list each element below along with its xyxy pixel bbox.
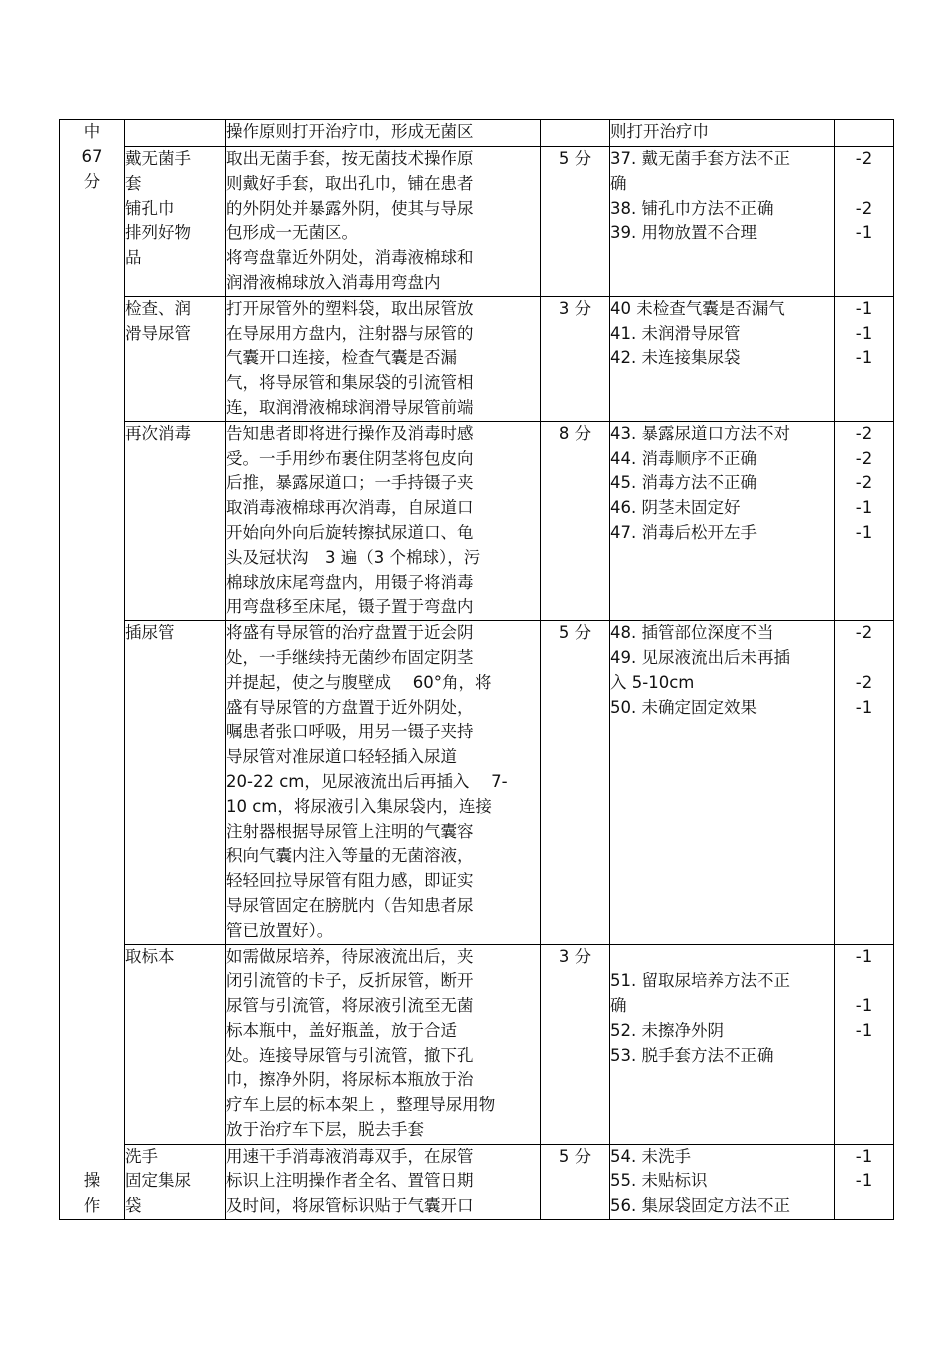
step-cell (125, 944, 226, 1144)
table-row (60, 296, 894, 421)
score-cell: 5 分 (541, 147, 610, 297)
procedure-cell: 告知患者即将进行操作及消毒时感 受。一手用纱布裹住阴茎将包皮向 后推，暴露尿道口；一手持镊子夹 取消毒液棉球再次消毒，自尿道口 开始向外向后旋转擦拭尿道口、龟 头及冠状沟 3 遍（3 个棉球），污 棉球放床尾弯盘内，用镊子将消毒 用弯盘移至床尾，镊子置于弯盘内 (226, 421, 541, 620)
step-label: 插尿管 (125, 623, 175, 643)
deduction-cell: 54. 未洗手 55. 未贴标识 56. 集尿袋固定方法不正 (610, 1144, 835, 1219)
step-cell (125, 1144, 226, 1219)
deduction-cell: 48. 插管部位深度不当 49. 见尿液流出后未再插 入 5-10cm 50. 未确定固定效果 (610, 621, 835, 944)
table-row (60, 120, 894, 147)
table-row (60, 421, 894, 620)
points-cell: -1 -1 (835, 1144, 894, 1219)
section-label-top: 中 67 分 (81, 122, 103, 191)
deduction-cell: 37. 戴无菌手套方法不正 确 38. 铺孔巾方法不正确 39. 用物放置不合理 (610, 147, 835, 297)
points-cell: -1 -1 -1 (835, 944, 894, 1144)
score-cell (541, 120, 610, 147)
step-label: 戴无菌手 套 铺孔巾 排列好物 品 (125, 149, 191, 268)
step-cell (125, 421, 226, 620)
points-cell: -1 -1 -1 (835, 296, 894, 421)
step-label: 检查、润 滑导尿管 (125, 298, 191, 343)
procedure-cell: 如需做尿培养，待尿液流出后，夹 闭引流管的卡子，反折尿管，断开 尿管与引流管，将尿液引流至无菌 标本瓶中，盖好瓶盖，放于合适 处。连接导尿管与引流管，撤下孔 巾，擦净外阴，将尿标本瓶放于治 疗车上层的标本架上 ，整理导尿用物 放于治疗车下层，脱去手套 (226, 944, 541, 1144)
points-cell (835, 120, 894, 147)
points-cell: -2 -2 -2 -1 -1 (835, 421, 894, 620)
table-row (60, 1144, 894, 1219)
step-cell (125, 120, 226, 147)
section-label-bottom: 操 作 (83, 1171, 101, 1216)
deduction-cell: 40 未检查气囊是否漏气 41. 未润滑导尿管 42. 未连接集尿袋 (610, 296, 835, 421)
score-cell: 8 分 (541, 421, 610, 620)
table-row (60, 147, 894, 297)
step-cell (125, 296, 226, 421)
section-cell (60, 120, 125, 1220)
step-label: 取标本 (125, 946, 175, 966)
points-cell: -2 -2 -1 (835, 621, 894, 944)
score-cell: 5 分 (541, 1144, 610, 1219)
procedure-cell: 操作原则打开治疗巾，形成无菌区 (226, 120, 541, 147)
table-row (60, 944, 894, 1144)
step-label: 洗手 固定集尿 袋 (125, 1146, 191, 1216)
deduction-cell: 则打开治疗巾 (610, 120, 835, 147)
deduction-cell: 43. 暴露尿道口方法不对 44. 消毒顺序不正确 45. 消毒方法不正确 46. 阴茎未固定好 47. 消毒后松开左手 (610, 421, 835, 620)
procedure-cell: 将盛有导尿管的治疗盘置于近会阴 处，一手继续持无菌纱布固定阴茎 并提起，使之与腹壁成 60°角，将 盛有导尿管的方盘置于近外阴处， 嘱患者张口呼吸，用另一镊子夹持 导尿管对准尿道口轻轻插入尿道 20-22 cm，见尿液流出后再插入 7- 10 cm，将尿液引入集尿袋内，连接 注射器根据导尿管上注明的气囊容 积向气囊内注入等量的无菌溶液， 轻轻回拉导尿管有阻力感，即证实 导尿管固定在膀胱内（告知患者尿 管已放置好）。 (226, 621, 541, 944)
table-row (60, 621, 894, 944)
deduction-cell: 51. 留取尿培养方法不正 确 52. 未擦净外阴 53. 脱手套方法不正确 (610, 944, 835, 1144)
step-cell (125, 147, 226, 297)
step-label: 再次消毒 (125, 423, 191, 443)
step-cell (125, 621, 226, 944)
score-cell: 3 分 (541, 944, 610, 1144)
scoring-table (59, 119, 894, 1220)
procedure-cell: 打开尿管外的塑料袋，取出尿管放 在导尿用方盘内，注射器与尿管的 气囊开口连接，检查气囊是否漏 气，将导尿管和集尿袋的引流管相 连，取润滑液棉球润滑导尿管前端 (226, 296, 541, 421)
score-cell: 3 分 (541, 296, 610, 421)
procedure-cell: 取出无菌手套，按无菌技术操作原 则戴好手套，取出孔巾，铺在患者 的外阴处并暴露外阴，使其与导尿 包形成一无菌区。 将弯盘靠近外阴处，消毒液棉球和 润滑液棉球放入消毒用弯盘内 (226, 147, 541, 297)
points-cell: -2 -2 -1 (835, 147, 894, 297)
procedure-cell: 用速干手消毒液消毒双手，在尿管 标识上注明操作者全名、置管日期 及时间，将尿管标识贴于气囊开口 (226, 1144, 541, 1219)
score-cell: 5 分 (541, 621, 610, 944)
